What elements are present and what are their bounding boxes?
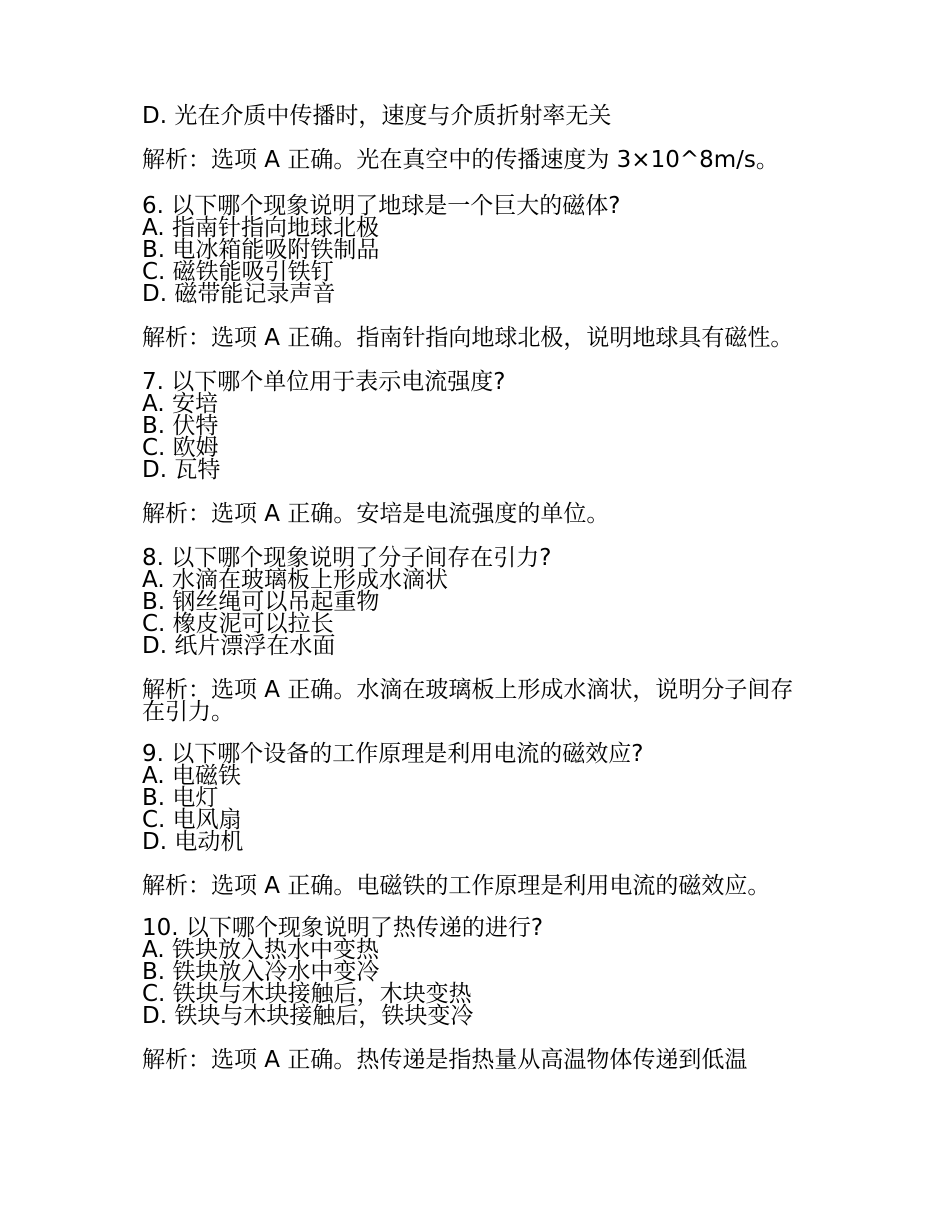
q10-option-a: A. 铁块放入热水中变热: [142, 937, 379, 963]
q9-option-d: D. 电动机: [142, 829, 244, 855]
q8-option-a: A. 水滴在玻璃板上形成水滴状: [142, 567, 448, 593]
q10-option-d: D. 铁块与木块接触后，铁块变冷: [142, 1003, 474, 1029]
q6-explanation: 解析：选项 A 正确。指南针指向地球北极，说明地球具有磁性。: [142, 325, 794, 351]
q10-option-b: B. 铁块放入冷水中变冷: [142, 959, 380, 985]
q9-option-a: A. 电磁铁: [142, 763, 241, 789]
q6-option-a: A. 指南针指向地球北极: [142, 215, 379, 241]
q7-option-c: C. 欧姆: [142, 435, 219, 461]
q6-option-d: D. 磁带能记录声音: [142, 281, 336, 307]
q8-option-c: C. 橡皮泥可以拉长: [142, 611, 334, 637]
q9-option-b: B. 电灯: [142, 785, 219, 811]
question-6: 6. 以下哪个现象说明了地球是一个巨大的磁体?: [142, 193, 621, 219]
q9-explanation: 解析：选项 A 正确。电磁铁的工作原理是利用电流的磁效应。: [142, 873, 771, 899]
q10-option-c: C. 铁块与木块接触后，木块变热: [142, 981, 472, 1007]
q10-explanation: 解析：选项 A 正确。热传递是指热量从高温物体传递到低温: [142, 1047, 748, 1073]
q7-option-d: D. 瓦特: [142, 457, 221, 483]
q9-option-c: C. 电风扇: [142, 807, 242, 833]
question-8: 8. 以下哪个现象说明了分子间存在引力?: [142, 545, 552, 571]
question-10: 10. 以下哪个现象说明了热传递的进行?: [142, 915, 544, 941]
explanation-prev: 解析：选项 A 正确。光在真空中的传播速度为 3×10^8m/s。: [142, 147, 779, 173]
q8-option-d: D. 纸片漂浮在水面: [142, 633, 336, 659]
q7-option-b: B. 伏特: [142, 413, 219, 439]
q6-option-c: C. 磁铁能吸引铁钉: [142, 259, 334, 285]
question-7: 7. 以下哪个单位用于表示电流强度?: [142, 369, 506, 395]
q7-option-a: A. 安培: [142, 391, 218, 417]
option-d-prev: D. 光在介质中传播时，速度与介质折射率无关: [142, 103, 612, 129]
q8-explanation: 解析：选项 A 正确。水滴在玻璃板上形成水滴状，说明分子间存在引力。: [142, 677, 794, 725]
question-9: 9. 以下哪个设备的工作原理是利用电流的磁效应?: [142, 741, 644, 767]
q6-option-b: B. 电冰箱能吸附铁制品: [142, 237, 380, 263]
document-page: [142, 105, 802, 1071]
q8-option-b: B. 钢丝绳可以吊起重物: [142, 589, 380, 615]
q7-explanation: 解析：选项 A 正确。安培是电流强度的单位。: [142, 501, 610, 527]
